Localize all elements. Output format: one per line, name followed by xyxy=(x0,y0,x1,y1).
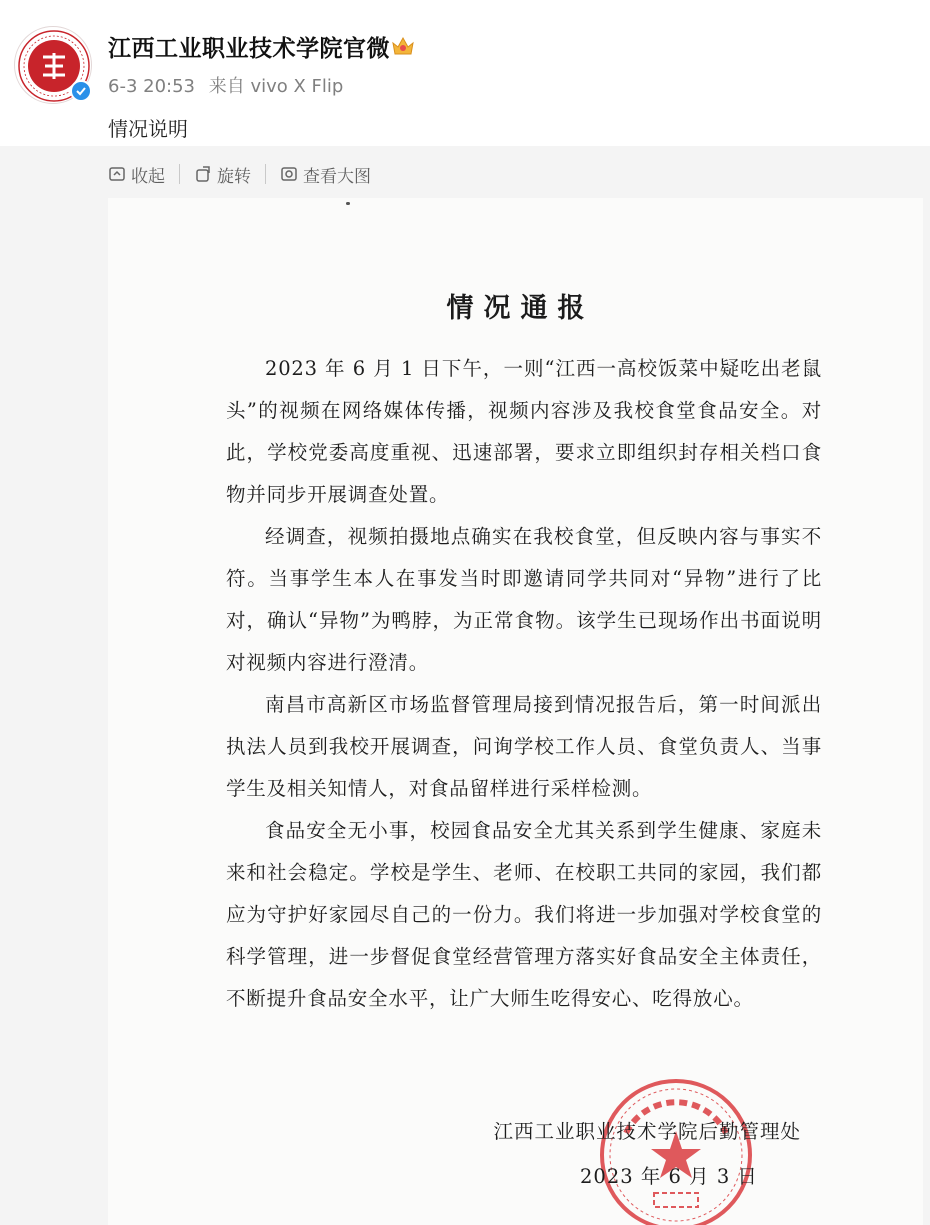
document-body xyxy=(226,348,822,1020)
image-toolbar xyxy=(108,160,371,188)
collapse-icon xyxy=(108,165,126,183)
document-date: 2023 年 6 月 3 日 xyxy=(580,1165,758,1188)
document-title: 情况通报 xyxy=(446,293,595,324)
crown-badge-icon[interactable] xyxy=(390,34,416,58)
collapse-button[interactable] xyxy=(108,162,165,187)
notice-image[interactable] xyxy=(108,198,923,1225)
view-large-button[interactable] xyxy=(280,162,371,187)
toolbar-divider xyxy=(179,164,180,184)
document-paragraph: 食品安全无小事，校园食品安全尤其关系到学生健康、家庭未来和社会稳定。学校是学生、老师、在校职工共同的家园，我们都应为守护好家园尽自己的一份力。我们将进一步加强对学校食堂的科学管理，进一步督促食堂经营管理方落实好食品安全主体责任，不断提升食品安全水平，让广大师生吃得安心、吃得放心。 xyxy=(226,819,822,1010)
toolbar-divider xyxy=(265,164,266,184)
rotate-icon xyxy=(194,165,212,183)
post-time: 6-3 20:53 xyxy=(108,76,195,97)
post-source[interactable]: 来自 vivo X Flip xyxy=(208,76,344,97)
post-text: 情况说明 xyxy=(108,117,188,141)
paper-speck xyxy=(346,202,350,205)
document-paragraph: 南昌市高新区市场监督管理局接到情况报告后，第一时间派出执法人员到我校开展调查，问询学校工作人员、食堂负责人、当事学生及相关知情人，对食品留样进行采样检测。 xyxy=(226,693,822,800)
document-paragraph: 2023 年 6 月 1 日下午，一则“江西一高校饭菜中疑吃出老鼠头”的视频在网络媒体传播，视频内容涉及我校食堂食品安全。对此，学校党委高度重视、迅速部署，要求立即组织封存相关档口食物并同步开展调查处置。 xyxy=(226,357,822,506)
document-signature: 江西工业职业技术学院后勤管理处 xyxy=(493,1120,801,1143)
view-large-icon xyxy=(280,165,298,183)
view-large-label: 查看大图 xyxy=(303,166,371,187)
rotate-label: 旋转 xyxy=(217,166,251,187)
collapse-label: 收起 xyxy=(131,166,165,187)
document-paragraph: 经调查，视频拍摄地点确实在我校食堂，但反映内容与事实不符。当事学生本人在事发当时即邀请同学共同对“异物”进行了比对，确认“异物”为鸭脖，为正常食物。该学生已现场作出书面说明对视频内容进行澄清。 xyxy=(226,525,822,674)
post-meta xyxy=(108,72,343,98)
verified-icon xyxy=(70,80,92,102)
account-name[interactable]: 江西工业职业技术学院官微 xyxy=(108,36,390,62)
rotate-button[interactable] xyxy=(194,162,251,187)
official-seal-icon xyxy=(596,1075,756,1225)
